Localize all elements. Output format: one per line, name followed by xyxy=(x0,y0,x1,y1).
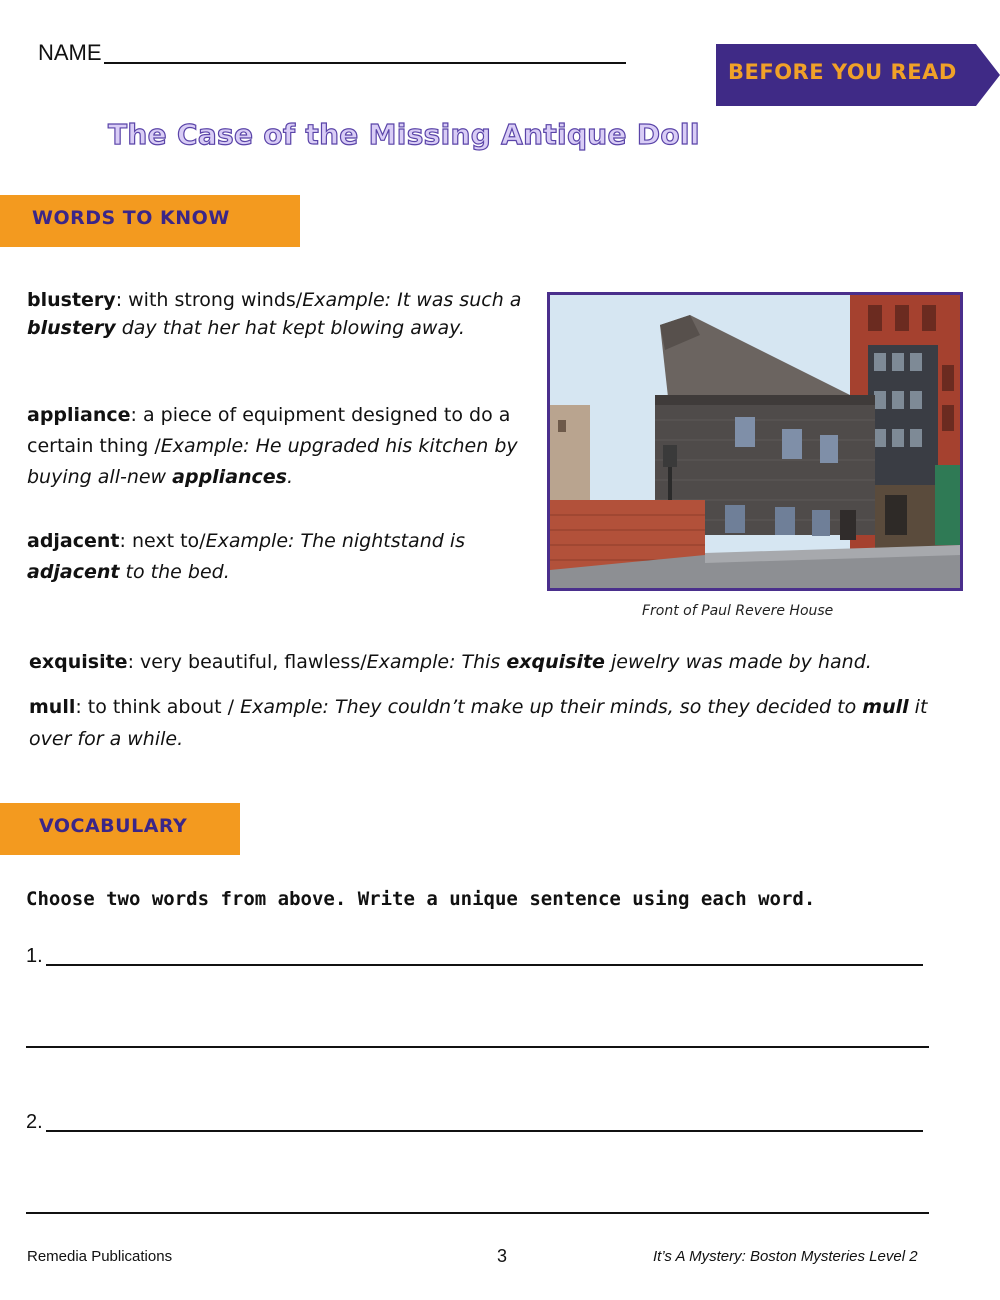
name-label: NAME xyxy=(38,40,102,65)
definition-term: exquisite xyxy=(29,651,128,673)
name-field-line[interactable] xyxy=(104,62,626,64)
worksheet-title: The Case of the Missing Antique Doll xyxy=(108,118,700,151)
item-2-number: 2. xyxy=(26,1111,43,1133)
definition-term: mull xyxy=(29,696,76,718)
item-1-number: 1. xyxy=(26,945,43,967)
definition-term: appliance xyxy=(27,404,131,426)
definition-appliance: appliance: a piece of equipment designed to do a certain thing /Example: He upgraded his kitchen by buying all-new appliances. xyxy=(27,404,518,488)
words-to-know-label: WORDS TO KNOW xyxy=(32,207,230,229)
answer-line-1b[interactable] xyxy=(26,1046,929,1048)
footer-publisher: Remedia Publications xyxy=(27,1248,173,1265)
definition-adjacent: adjacent: next to/Example: The nightstand is adjacent to the bed. xyxy=(27,530,466,583)
definition-mull: mull: to think about / Example: They couldn’t make up their minds, so they decided to mull it over for a while. xyxy=(29,696,928,750)
answer-line-2b[interactable] xyxy=(26,1212,929,1214)
before-you-read-label: BEFORE YOU READ xyxy=(728,60,957,84)
definition-blustery: blustery: with strong winds/Example: It was such a blustery day that her hat kept blowing away. xyxy=(27,289,522,339)
answer-line-2a[interactable] xyxy=(46,1130,923,1132)
exercise-instructions: Choose two words from above. Write a unique sentence using each word. xyxy=(26,888,816,910)
footer-book-title: It’s A Mystery: Boston Mysteries Level 2 xyxy=(653,1248,918,1265)
definition-term: adjacent xyxy=(27,530,120,552)
answer-line-1a[interactable] xyxy=(46,964,923,966)
definition-exquisite: exquisite: very beautiful, flawless/Example: This exquisite jewelry was made by hand. xyxy=(29,651,872,673)
vocabulary-label: VOCABULARY xyxy=(39,815,188,837)
photo-caption: Front of Paul Revere House xyxy=(642,603,834,619)
paul-revere-house-photo xyxy=(547,292,963,591)
definition-term: blustery xyxy=(27,289,116,311)
house-illustration xyxy=(550,295,960,588)
footer-page-number: 3 xyxy=(497,1246,508,1266)
